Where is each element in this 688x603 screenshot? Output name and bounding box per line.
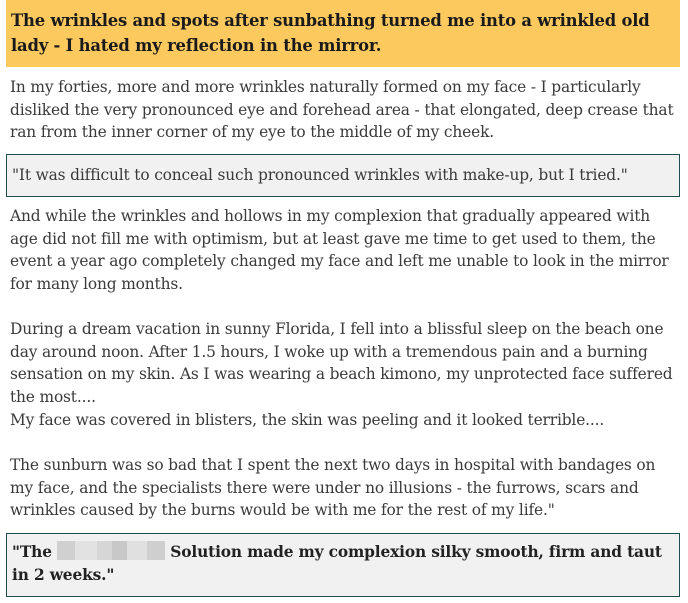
paragraph-blisters: My face was covered in blisters, the skin was peeling and it looked terrible.... — [10, 411, 605, 429]
pull-quote-solution-prefix: "The — [12, 543, 52, 561]
pull-quote-makeup-text: "It was difficult to conceal such pronounced wrinkles with make-up, but I tried." — [12, 166, 628, 184]
paragraph-hospital: The sunburn was so bad that I spent the next two days in hospital with bandages on my face, and the specialists there were under no illusions - the furrows, scars and wrinkles caused by the burns would be with me for the rest of my life." — [10, 456, 656, 520]
headline-banner — [6, 0, 680, 67]
pull-quote-makeup — [6, 154, 680, 197]
pull-quote-solution — [6, 533, 680, 597]
paragraph-forties: In my forties, more and more wrinkles naturally formed on my face - I particularly disliked the very pronounced eye and forehead area - that elongated, deep crease that ran from the inner corner of my eye to the middle of my cheek. — [10, 78, 674, 142]
redacted-product-name — [57, 541, 165, 560]
headline: The wrinkles and spots after sunbathing turned me into a wrinkled old lady - I hated my reflection in the mirror. — [11, 11, 650, 55]
paragraph-event: And while the wrinkles and hollows in my complexion that gradually appeared with age did not fill me with optimism, but at least gave me time to get used to them, the event a year ago completely changed my face and left me unable to look in the mirror for many long months. — [10, 207, 669, 293]
pull-quote-solution-suffix: Solution made my complexion silky smooth, firm and taut in 2 weeks." — [12, 543, 662, 584]
paragraph-florida: During a dream vacation in sunny Florida, I fell into a blissful sleep on the beach one day around noon. After 1.5 hours, I woke up with a tremendous pain and a burning sensation on my skin. As I was wearing a beach kimono, my unprotected face suffered the most.... — [10, 320, 673, 406]
